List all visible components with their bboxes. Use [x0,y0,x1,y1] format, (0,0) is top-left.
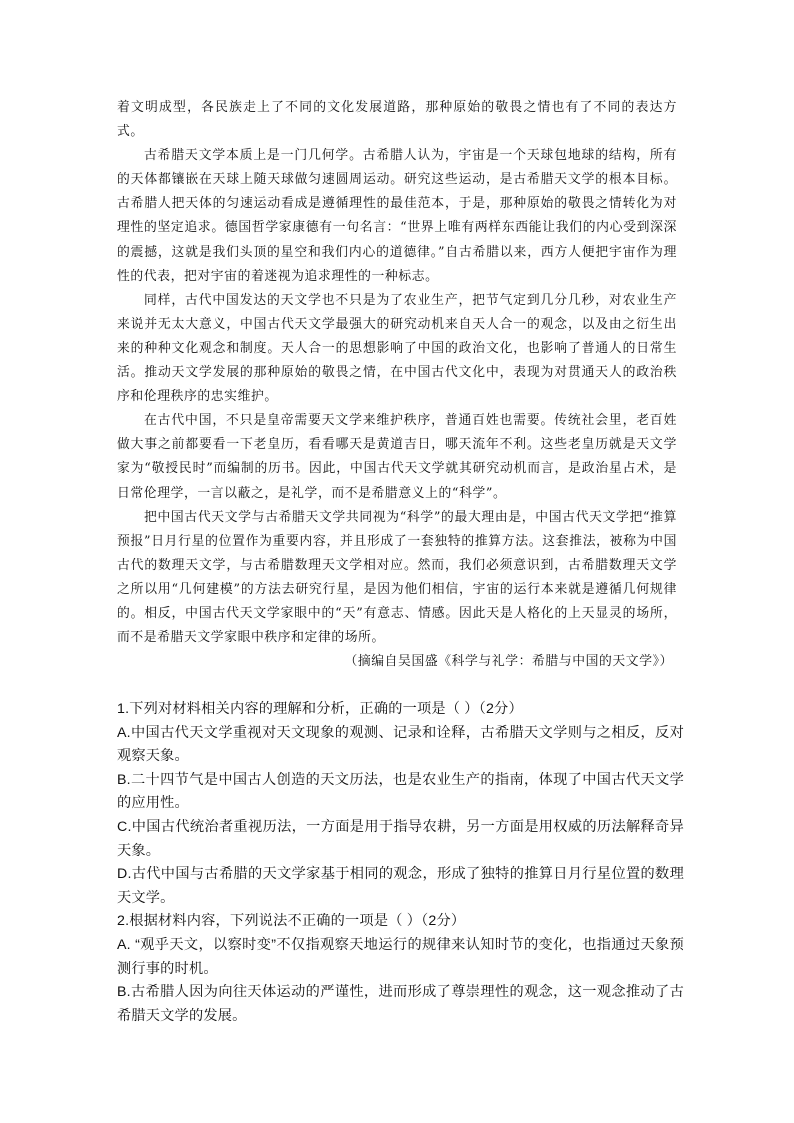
question-list [117,698,684,1028]
reading-passage [117,96,677,674]
passage-paragraph-4: 在古代中国，不只是皇帝需要天文学来维护秩序，普通百姓也需要。传统社会里，老百姓做大事之前都要看一下老皇历，看看哪天是黄道吉日，哪天流年不利。这些老皇历就是天文学家为“敬授民时”而编制的历书。因此，中国古代天文学就其研究动机而言，是政治星占术，是日常伦理学，一言以蔽之，是礼学，而不是希腊意义上的“科学”。 [117,413,677,501]
question-2-option-b: B.古希腊人因为向往天体运动的严谨性，进而形成了尊崇理性的观念，这一观念推动了古希腊天文学的发展。 [117,984,684,1024]
passage-source: （摘编自吴国盛《科学与礼学：希腊与中国的天文学》） [344,654,673,670]
question-1-stem: 1.下列对材料相关内容的理解和分析，正确的一项是（ ）（2分） [117,701,523,717]
passage-paragraph-2: 古希腊天文学本质上是一门几何学。古希腊人认为，宇宙是一个天球包地球的结构，所有的天体都镶嵌在天球上随天球做匀速圆周运动。研究这些运动，是古希腊天文学的根本目标。古希腊人把天体的匀速运动看成是遵循理性的最佳范本，于是，那种原始的敬畏之情转化为对理性的坚定追求。德国哲学家康德有一句名言：“世界上唯有两样东西能让我们的内心受到深深的震撼，这就是我们头顶的星空和我们内心的道德律。”自古希腊以来，西方人便把宇宙作为理性的代表，把对宇宙的着迷视为追求理性的一种标志。 [117,148,677,284]
question-1-option-a: A.中国古代天文学重视对天文现象的观测、记录和诠释，古希腊天文学则与之相反，反对观察天象。 [117,724,684,765]
question-1-option-b: B.二十四节气是中国古人创造的天文历法，也是农业生产的指南，体现了中国古代天文学的应用性。 [117,771,684,812]
passage-paragraph-5: 把中国古代天文学与古希腊天文学共同视为“科学”的最大理由是，中国古代天文学把“推算预报”日月行星的位置作为重要内容，并且形成了一套独特的推算方法。这套推法，被称为中国古代的数理天文学，与古希腊数理天文学相对应。然而，我们必须意识到，古希腊数理天文学之所以用“几何建模”的方法去研究行星，是因为他们相信，宇宙的运行本来就是遵循几何规律的。相反，中国古代天文学家眼中的“天”有意志、情感。因此天是人格化的上天显灵的场所，而不是希腊天文学家眼中秩序和定律的场所。 [117,509,677,646]
passage-paragraph-3: 同样，古代中国发达的天文学也不只是为了农业生产，把节气定到几分几秒，对农业生产来说并无太大意义，中国古代天文学最强大的研究动机来自天人合一的观念，以及由之衍生出来的种种文化观念和制度。天人合一的思想影响了中国的政治文化，也影响了普通人的日常生活。推动天文学发展的那种原始的敬畏之情，在中国古代文化中，表现为对贯通天人的政治秩序和伦理秩序的忠实维护。 [117,292,677,405]
question-2-option-a: A. “观乎天文，以察时变”不仅指观察天地运行的规律来认知时节的变化，也指通过天象预测行事的时机。 [117,936,684,977]
question-1-option-c: C.中国古代统治者重视历法，一方面是用于指导农耕，另一方面是用权威的历法解释奇异天象。 [117,818,684,859]
question-1-option-d: D.古代中国与古希腊的天文学家基于相同的观念，形成了独特的推算日月行星位置的数理天文学。 [117,866,684,906]
passage-paragraph-1: 着文明成型，各民族走上了不同的文化发展道路，那种原始的敬畏之情也有了不同的表达方式。 [117,100,677,140]
question-2-stem: 2.根据材料内容，下列说法不正确的一项是（ ）（2分） [117,913,466,930]
